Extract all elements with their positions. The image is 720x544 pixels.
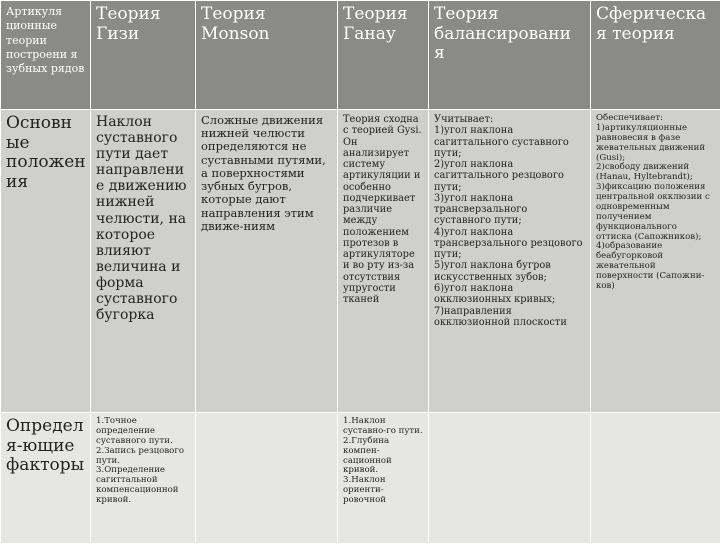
cell-spherical-principles: [591, 110, 720, 413]
cell-line: 2.Запись резцового пути.: [96, 447, 190, 467]
cell-line: 1.Точное определение суставного пути.: [96, 417, 190, 447]
cell-line: 1)угол наклона сагиттального суставного пути;: [434, 125, 585, 159]
cell-line: 2)угол наклона сагиттального резцового пути;: [434, 159, 585, 193]
cell-line: 3)угол наклона трансверзального суставного пути;: [434, 193, 585, 227]
row-label-defining-factors: Определ я-ющие факторы: [1, 413, 91, 544]
cell-line: 3.Определение сагиттальной компенсационной кривой.: [96, 466, 190, 506]
cell-spherical-factors: [591, 413, 720, 544]
cell-line: 5)угол наклона бугров искусственных зубов;: [434, 260, 585, 283]
header-cell-monson: Теория Monson: [196, 1, 338, 110]
header-cell-spherical: Сферическа я теория: [591, 1, 720, 110]
cell-line: 4)угол наклона трансверзального резцового пути;: [434, 227, 585, 261]
cell-balance-factors: [429, 413, 591, 544]
header-cell-hanau: Теория Ганау: [338, 1, 429, 110]
table-row-main-principles: [1, 110, 720, 413]
cell-line: 1.Наклон суставно-го пути.: [343, 417, 423, 437]
cell-hanau-principles: Теория сходна с теорией Gysi. Он анализирует систему артикуляции и особенно подчеркивает различие между положением протезов в артикуляторе и во рту из-за отсутствия упругости тканей: [338, 110, 429, 413]
cell-line: 3.Наклон ориенти-ровочной: [343, 476, 423, 506]
cell-hanau-factors: [338, 413, 429, 544]
cell-line: 7)направления окклюзионной плоскости: [434, 306, 585, 329]
cell-line: 2)свободу движений (Hanau, Hyltebrandt);: [596, 163, 715, 183]
header-cell-gysi: Теория Гизи: [91, 1, 196, 110]
cell-monson-factors: [196, 413, 338, 544]
cell-gysi-factors: [91, 413, 196, 544]
cell-line: 2.Глубина компен-сационной кривой.: [343, 437, 423, 477]
table-row-defining-factors: [1, 413, 720, 544]
header-cell-theories: Артикуля ционные теории построени я зубных рядов: [1, 1, 91, 110]
header-row: [1, 1, 720, 110]
cell-balance-principles: [429, 110, 591, 413]
cell-monson-principles: Сложные движения нижней челюсти определяются не суставными путями, а поверхностями зубных бугров, которые дают направления этим движе-ниям: [196, 110, 338, 413]
row-label-main-principles: Основн ые положен ия: [1, 110, 91, 413]
cell-line: Обеспечивает:: [596, 114, 715, 124]
cell-line: 6)угол наклона окклюзионных кривых;: [434, 283, 585, 306]
header-cell-balance: Теория балансировани я: [429, 1, 591, 110]
cell-line: 1)артикуляционные равновесия в фазе жевательных движений (Gusi);: [596, 124, 715, 164]
cell-line: 3)фиксацию положения центральной окклюзии с одновременным получением функционального оттиска (Сапожников);: [596, 183, 715, 242]
cell-gysi-principles: Наклон суставного пути дает направлени е движению нижней челюсти, на которое влияют величина и форма суставного бугорка: [91, 110, 196, 413]
cell-line: Учитывает:: [434, 114, 585, 125]
cell-line: 4)образование беабугорковой жевательной поверхности (Сапожни-ков): [596, 242, 715, 291]
